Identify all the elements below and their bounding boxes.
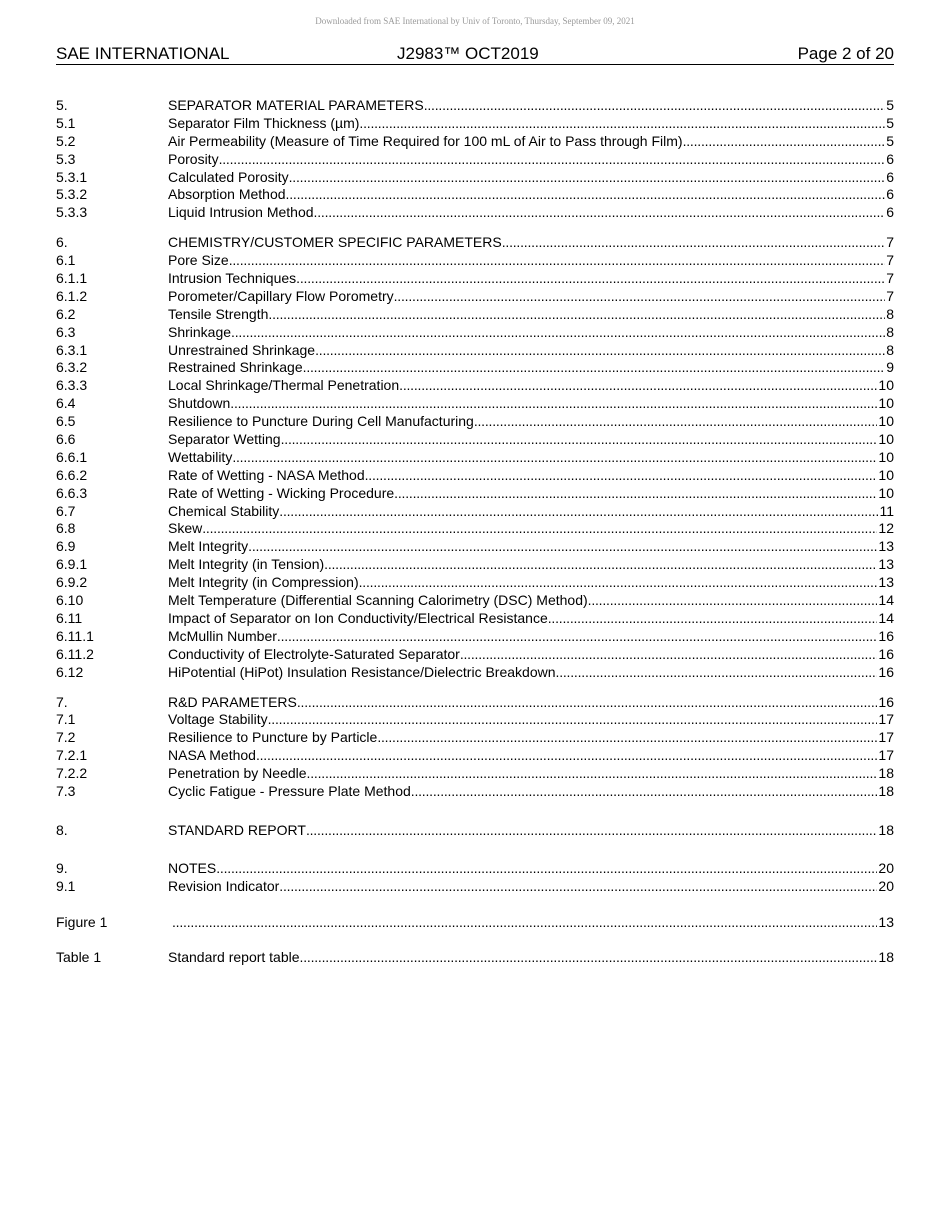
toc-section-9: [56, 860, 894, 896]
dot-leader: [219, 151, 886, 169]
toc-entry-body: [168, 467, 894, 485]
toc-entry-number: 7.: [56, 693, 68, 710]
dot-leader: [229, 252, 886, 270]
toc-entry-body: [168, 288, 894, 306]
dot-leader: [300, 949, 878, 967]
toc-entry[interactable]: [56, 151, 894, 169]
toc-entry-title: Chemical Stability: [168, 502, 280, 519]
toc-entry-number: 6.11: [56, 609, 83, 626]
toc-section-5: [56, 97, 894, 222]
dot-leader: [281, 431, 878, 449]
dot-leader: [279, 878, 877, 896]
toc-section-6: [56, 234, 894, 681]
toc-entry-body: [168, 485, 894, 503]
toc-entry-number: 7.2.2: [56, 765, 88, 782]
toc-entry-page: 8: [886, 323, 894, 340]
toc-entry[interactable]: [56, 556, 894, 574]
toc-entry-body: [168, 449, 894, 467]
toc-entry-page: 16: [878, 645, 894, 662]
toc-entry-page: 6: [886, 186, 894, 203]
toc-entry[interactable]: [56, 252, 894, 270]
toc-entry-number: 6.11.2: [56, 645, 94, 662]
toc-entry-title: Liquid Intrusion Method: [168, 204, 314, 221]
dot-leader: [297, 694, 878, 712]
dot-leader: [306, 822, 877, 840]
toc-entry-body: [168, 151, 894, 169]
toc-section-8: [56, 822, 894, 840]
toc-entry-number: 6.1.2: [56, 287, 88, 304]
toc-entry-body: [168, 359, 894, 377]
toc-entry-page: 8: [886, 305, 894, 322]
toc-entry-title: Melt Temperature (Differential Scanning Calorimetry (DSC) Method): [168, 592, 588, 609]
toc-entry-page: 20: [878, 877, 894, 894]
dot-leader: [399, 377, 877, 395]
dot-leader: [683, 133, 886, 151]
toc-entry-title: Melt Integrity (in Compression): [168, 574, 359, 591]
toc-entry-body: [168, 646, 894, 664]
toc-entry-title: Impact of Separator on Ion Conductivity/Electrical Resistance: [168, 609, 548, 626]
table-of-contents: [56, 97, 894, 967]
toc-entry[interactable]: [56, 592, 894, 610]
toc-entry-page: 7: [886, 270, 894, 287]
toc-entry-title: Absorption Method: [168, 186, 286, 203]
toc-entry[interactable]: [56, 449, 894, 467]
toc-entry-body: [168, 949, 894, 967]
dot-leader: [268, 306, 885, 324]
toc-entry-page: 10: [878, 466, 894, 483]
toc-entry-page: 10: [878, 448, 894, 465]
toc-entry[interactable]: [56, 204, 894, 222]
toc-entry-body: [168, 860, 894, 878]
toc-entry-page: 5: [886, 114, 894, 131]
dot-leader: [359, 115, 885, 133]
toc-entry-page: 18: [878, 782, 894, 799]
toc-entry-title: Standard report table: [168, 949, 300, 966]
dot-leader: [548, 610, 878, 628]
toc-entry[interactable]: [56, 234, 894, 252]
header-doc-id: J2983™ OCT2019: [397, 44, 539, 63]
toc-entry-page: 14: [878, 609, 894, 626]
toc-entry[interactable]: [56, 395, 894, 413]
dot-leader: [279, 503, 878, 521]
toc-entry-number: 6.3: [56, 323, 76, 340]
dot-leader: [359, 574, 878, 592]
toc-entry-title: Tensile Strength: [168, 305, 269, 322]
toc-entry-number: 6.6: [56, 431, 76, 448]
toc-entry-page: 10: [878, 395, 894, 412]
toc-entry-body: [168, 324, 894, 342]
toc-section-7: [56, 694, 894, 801]
toc-entry[interactable]: [56, 729, 894, 747]
toc-entry-number: 5.3.3: [56, 204, 88, 221]
toc-entry-number: 6.6.2: [56, 466, 88, 483]
toc-entry-body: [168, 395, 894, 413]
toc-entry-page: 13: [878, 574, 894, 591]
toc-entry[interactable]: [56, 765, 894, 783]
toc-entry-title: NOTES: [168, 859, 217, 876]
toc-entry-page: 17: [878, 711, 894, 728]
toc-entry-number: 5.1: [56, 114, 76, 131]
toc-entry-number: 6.1: [56, 252, 76, 269]
toc-entry-body: [168, 610, 894, 628]
toc-entry-page: 10: [878, 377, 894, 394]
toc-entry-title: Intrusion Techniques: [168, 270, 297, 287]
toc-entry[interactable]: [56, 783, 894, 801]
toc-entry-number: 5.3.2: [56, 186, 88, 203]
toc-entry-page: 7: [886, 287, 894, 304]
toc-entry-body: [168, 914, 894, 932]
toc-entry-page: 13: [878, 538, 894, 555]
toc-entry-page: 17: [878, 729, 894, 746]
toc-entry-body: [168, 664, 894, 682]
toc-entry-body: [168, 729, 894, 747]
toc-entry[interactable]: [56, 520, 894, 538]
toc-entry-title: STANDARD REPORT: [168, 821, 306, 838]
dot-leader: [230, 395, 877, 413]
dot-leader: [315, 342, 885, 360]
toc-entry[interactable]: [56, 413, 894, 431]
dot-leader: [277, 628, 878, 646]
toc-entry-title: Calculated Porosity: [168, 168, 289, 185]
dot-leader: [232, 449, 877, 467]
toc-entry-body: [168, 628, 894, 646]
toc-entry-number: 6.3.1: [56, 341, 88, 358]
toc-entry-title: Shrinkage: [168, 323, 232, 340]
toc-entry[interactable]: [56, 467, 894, 485]
toc-entry-page: 13: [878, 556, 894, 573]
toc-entry-number: 6.4: [56, 395, 76, 412]
toc-entry-body: [168, 747, 894, 765]
toc-entry-page: 16: [878, 693, 894, 710]
dot-leader: [502, 234, 885, 252]
toc-entry-body: [168, 694, 894, 712]
toc-entry-title: Rate of Wetting - Wicking Procedure: [168, 484, 395, 501]
toc-entry-body: [168, 711, 894, 729]
toc-entry-body: [168, 503, 894, 521]
toc-entry-page: 10: [878, 413, 894, 430]
toc-entry-number: 6.2: [56, 305, 76, 322]
toc-entry-number: 6.3.3: [56, 377, 88, 394]
toc-entry-title: Cyclic Fatigue - Pressure Plate Method: [168, 782, 411, 799]
toc-entry-title: Separator Wetting: [168, 431, 281, 448]
toc-entry-body: [168, 97, 894, 115]
toc-entry-page: 10: [878, 431, 894, 448]
toc-tables: [56, 949, 894, 967]
dot-leader: [202, 520, 877, 538]
dot-leader: [303, 359, 886, 377]
toc-entry-number: 5.3: [56, 150, 76, 167]
toc-entry-page: 20: [878, 859, 894, 876]
page-header: [56, 44, 894, 65]
toc-entry-title: R&D PARAMETERS: [168, 693, 297, 710]
toc-entry-page: 17: [878, 747, 894, 764]
toc-entry-number: 7.2.1: [56, 747, 88, 764]
toc-entry-title: CHEMISTRY/CUSTOMER SPECIFIC PARAMETERS: [168, 234, 502, 251]
dot-leader: [289, 169, 886, 187]
toc-entry-title: Wettability: [168, 448, 233, 465]
toc-entry-title: NASA Method: [168, 747, 256, 764]
dot-leader: [377, 729, 877, 747]
toc-entry-page: 18: [878, 821, 894, 838]
toc-entry-title: Pore Size: [168, 252, 229, 269]
toc-entry-number: 9.1: [56, 877, 76, 894]
toc-entry-body: [168, 306, 894, 324]
toc-entry-body: [168, 252, 894, 270]
toc-entry-number: 6.6.3: [56, 484, 88, 501]
toc-entry[interactable]: [56, 342, 894, 360]
toc-entry-number: 6.11.1: [56, 627, 94, 644]
toc-entry-page: 18: [878, 765, 894, 782]
toc-entry[interactable]: [56, 646, 894, 664]
toc-entry-body: [168, 186, 894, 204]
toc-entry-title: Melt Integrity (in Tension): [168, 556, 325, 573]
toc-entry-page: 5: [886, 97, 894, 113]
toc-entry-page: 6: [886, 204, 894, 221]
toc-entry-body: [168, 822, 894, 840]
toc-entry[interactable]: [56, 914, 894, 932]
dot-leader: [248, 538, 877, 556]
toc-entry[interactable]: [56, 306, 894, 324]
toc-entry-body: [168, 169, 894, 187]
toc-entry-number: 6.9.1: [56, 556, 88, 573]
toc-entry-page: 7: [886, 234, 894, 251]
toc-entry[interactable]: [56, 664, 894, 682]
toc-entry[interactable]: [56, 711, 894, 729]
toc-entry-page: 16: [878, 627, 894, 644]
dot-leader: [556, 664, 878, 682]
dot-leader: [256, 747, 877, 765]
toc-entry-number: 7.2: [56, 729, 76, 746]
toc-entry-body: [168, 133, 894, 151]
toc-entry[interactable]: [56, 186, 894, 204]
toc-entry-title: Voltage Stability: [168, 711, 268, 728]
toc-entry-body: [168, 878, 894, 896]
toc-entry[interactable]: [56, 694, 894, 712]
toc-entry-number: 5.3.1: [56, 168, 88, 185]
toc-entry-number: 8.: [56, 821, 68, 838]
toc-entry-body: [168, 342, 894, 360]
header-page-label: Page 2 of 20: [797, 44, 894, 63]
toc-entry-body: [168, 431, 894, 449]
toc-entry-number: 6.6.1: [56, 448, 88, 465]
toc-entry-body: [168, 765, 894, 783]
toc-entry[interactable]: [56, 747, 894, 765]
dot-leader: [365, 467, 878, 485]
dot-leader: [268, 711, 878, 729]
toc-entry[interactable]: [56, 538, 894, 556]
toc-entry-page: 5: [886, 132, 894, 149]
toc-entry-number: 6.5: [56, 413, 76, 430]
toc-entry-number: 6.10: [56, 592, 84, 609]
toc-entry-page: 6: [886, 150, 894, 167]
toc-entry[interactable]: [56, 133, 894, 151]
toc-entry-body: [168, 115, 894, 133]
toc-entry-title: Revision Indicator: [168, 877, 280, 894]
dot-leader: [394, 288, 886, 306]
toc-entry-body: [168, 413, 894, 431]
dot-leader: [411, 783, 878, 801]
toc-entry-title: Resilience to Puncture During Cell Manufacturing: [168, 413, 474, 430]
toc-entry[interactable]: [56, 115, 894, 133]
dot-leader: [307, 765, 878, 783]
toc-entry[interactable]: [56, 324, 894, 342]
toc-entry[interactable]: [56, 610, 894, 628]
toc-entry[interactable]: [56, 628, 894, 646]
toc-entry-body: [168, 204, 894, 222]
toc-entry[interactable]: [56, 949, 894, 967]
toc-entry-number: 7.3: [56, 782, 76, 799]
toc-entry-title: SEPARATOR MATERIAL PARAMETERS: [168, 97, 424, 113]
toc-entry-number: 6.3.2: [56, 359, 88, 376]
toc-entry-page: 14: [878, 592, 894, 609]
toc-entry-number: 6.9.2: [56, 574, 88, 591]
toc-entry-title: Porosity: [168, 150, 219, 167]
toc-entry-page: 9: [886, 359, 894, 376]
toc-entry-title: Porometer/Capillary Flow Porometry: [168, 287, 394, 304]
toc-entry-page: 11: [879, 502, 894, 519]
toc-entry-number: 6.: [56, 234, 68, 251]
dot-leader: [231, 324, 885, 342]
toc-entry[interactable]: [56, 288, 894, 306]
toc-entry-page: 6: [886, 168, 894, 185]
toc-entry[interactable]: [56, 270, 894, 288]
toc-entry-page: 7: [886, 252, 894, 269]
toc-entry-number: Table 1: [56, 949, 102, 966]
toc-entry-body: [168, 234, 894, 252]
toc-entry-body: [168, 592, 894, 610]
dot-leader: [588, 592, 878, 610]
toc-entry-title: Skew: [168, 520, 203, 537]
toc-entry[interactable]: [56, 431, 894, 449]
toc-entry-page: 18: [878, 949, 894, 966]
toc-entry[interactable]: [56, 169, 894, 187]
toc-entry-page: 12: [878, 520, 894, 537]
dot-leader: [424, 97, 886, 115]
dot-leader: [172, 914, 877, 932]
toc-entry[interactable]: [56, 878, 894, 896]
toc-entry-body: [168, 556, 894, 574]
dot-leader: [286, 186, 886, 204]
toc-entry[interactable]: [56, 359, 894, 377]
toc-entry-page: 10: [878, 484, 894, 501]
toc-entry[interactable]: [56, 503, 894, 521]
header-org: SAE INTERNATIONAL: [56, 44, 230, 63]
toc-entry[interactable]: [56, 377, 894, 395]
toc-entry[interactable]: [56, 97, 894, 115]
toc-entry-body: [168, 538, 894, 556]
toc-entry-title: Resilience to Puncture by Particle: [168, 729, 378, 746]
toc-entry-page: 8: [886, 341, 894, 358]
toc-entry-title: Conductivity of Electrolyte-Saturated Separator: [168, 645, 460, 662]
dot-leader: [314, 204, 886, 222]
toc-entry-number: 7.1: [56, 711, 76, 728]
toc-entry-number: 6.9: [56, 538, 76, 555]
dot-leader: [216, 860, 877, 878]
toc-entry-title: HiPotential (HiPot) Insulation Resistance/Dielectric Breakdown: [168, 663, 556, 680]
toc-entry-title: Penetration by Needle: [168, 765, 307, 782]
toc-entry-page: 13: [878, 913, 894, 930]
toc-entry-title: Shutdown: [168, 395, 231, 412]
toc-entry-number: 6.7: [56, 502, 76, 519]
toc-entry-title: Rate of Wetting - NASA Method: [168, 466, 365, 483]
toc-entry[interactable]: [56, 860, 894, 878]
toc-entry-body: [168, 783, 894, 801]
toc-entry[interactable]: [56, 822, 894, 840]
toc-entry-title: Separator Film Thickness (µm): [168, 114, 360, 131]
toc-entry[interactable]: [56, 485, 894, 503]
dot-leader: [394, 485, 877, 503]
toc-entry-number: 5.: [56, 97, 68, 113]
toc-entry-title: Restrained Shrinkage: [168, 359, 303, 376]
download-watermark: Downloaded from SAE International by Univ of Toronto, Thursday, September 09, 2021: [315, 16, 635, 26]
toc-entry-body: [168, 574, 894, 592]
toc-entry-body: [168, 377, 894, 395]
dot-leader: [474, 413, 878, 431]
toc-entry-title: Local Shrinkage/Thermal Penetration: [168, 377, 400, 394]
toc-entry-title: McMullin Number: [168, 627, 277, 644]
toc-entry-number: 6.8: [56, 520, 76, 537]
dot-leader: [296, 270, 885, 288]
toc-entry-number: 9.: [56, 859, 68, 876]
toc-entry-number: Figure 1: [56, 913, 108, 930]
toc-entry-page: 16: [878, 663, 894, 680]
dot-leader: [324, 556, 877, 574]
toc-entry-body: [168, 270, 894, 288]
toc-entry[interactable]: [56, 574, 894, 592]
toc-entry-title: Melt Integrity: [168, 538, 249, 555]
toc-entry-number: 6.12: [56, 663, 84, 680]
dot-leader: [460, 646, 878, 664]
toc-entry-number: 6.1.1: [56, 270, 88, 287]
toc-figures: [56, 914, 894, 932]
toc-entry-number: 5.2: [56, 132, 76, 149]
toc-entry-body: [168, 520, 894, 538]
toc-entry-title: Unrestrained Shrinkage: [168, 341, 316, 358]
toc-entry-title: Air Permeability (Measure of Time Required for 100 mL of Air to Pass through Film): [168, 132, 683, 149]
